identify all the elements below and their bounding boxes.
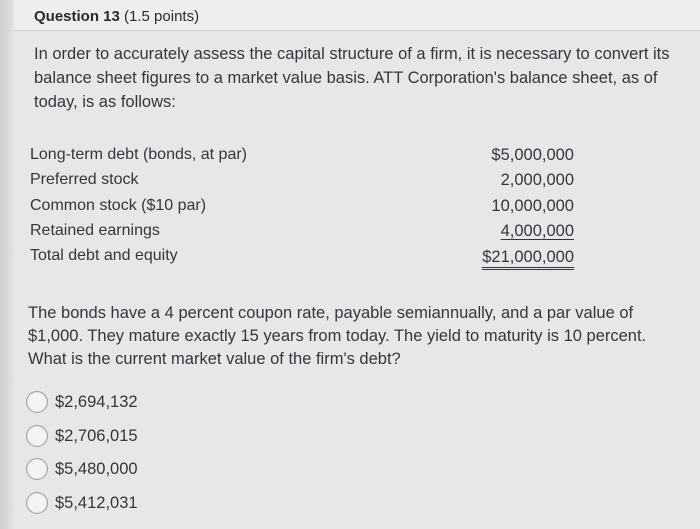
balance-sheet-value: 10,000,000 xyxy=(491,197,574,215)
radio-button[interactable] xyxy=(26,492,48,514)
balance-sheet-row xyxy=(0,146,700,172)
balance-sheet-total-value: $21,000,000 xyxy=(482,247,574,270)
balance-sheet-row xyxy=(0,171,700,197)
radio-button[interactable] xyxy=(26,391,48,413)
question-intro: In order to accurately assess the capital structure of a firm, it is necessary to convert its balance sheet figures to a market value basis. ATT Corporation's balance sheet, as of today, is as follows: xyxy=(34,45,670,111)
balance-sheet-total-row xyxy=(0,247,700,273)
question-title xyxy=(34,8,199,25)
answer-option[interactable] xyxy=(26,489,326,517)
radio-button[interactable] xyxy=(26,425,48,447)
balance-sheet-label: Total debt and equity xyxy=(30,247,178,264)
answer-option-label: $5,412,031 xyxy=(55,493,138,512)
answer-option-label: $2,694,132 xyxy=(55,392,138,411)
balance-sheet-row xyxy=(0,222,700,248)
balance-sheet-label: Preferred stock xyxy=(30,171,139,188)
balance-sheet-label: Retained earnings xyxy=(30,222,160,239)
question-number: Question 13 xyxy=(34,8,120,25)
balance-sheet-value: 2,000,000 xyxy=(500,171,574,189)
question-header xyxy=(14,0,700,31)
question-paragraph: The bonds have a 4 percent coupon rate, payable semiannually, and a par value of $1,000. They mature exactly 15 years from today. The yield to maturity is 10 percent. What is the current market value of the firm's debt? xyxy=(28,304,647,368)
balance-sheet-label: Long-term debt (bonds, at par) xyxy=(30,146,248,163)
balance-sheet-value: $5,000,000 xyxy=(491,146,574,164)
answer-option-label: $5,480,000 xyxy=(55,459,138,478)
answer-option[interactable] xyxy=(26,422,326,450)
radio-button[interactable] xyxy=(26,458,48,480)
question-points: (1.5 points) xyxy=(124,8,200,25)
answer-option[interactable] xyxy=(26,388,326,416)
answer-option-label: $2,706,015 xyxy=(55,426,138,445)
balance-sheet-label: Common stock ($10 par) xyxy=(30,197,207,214)
balance-sheet-row xyxy=(0,197,700,223)
balance-sheet-value: 4,000,000 xyxy=(500,222,574,240)
answer-option[interactable] xyxy=(26,455,326,483)
